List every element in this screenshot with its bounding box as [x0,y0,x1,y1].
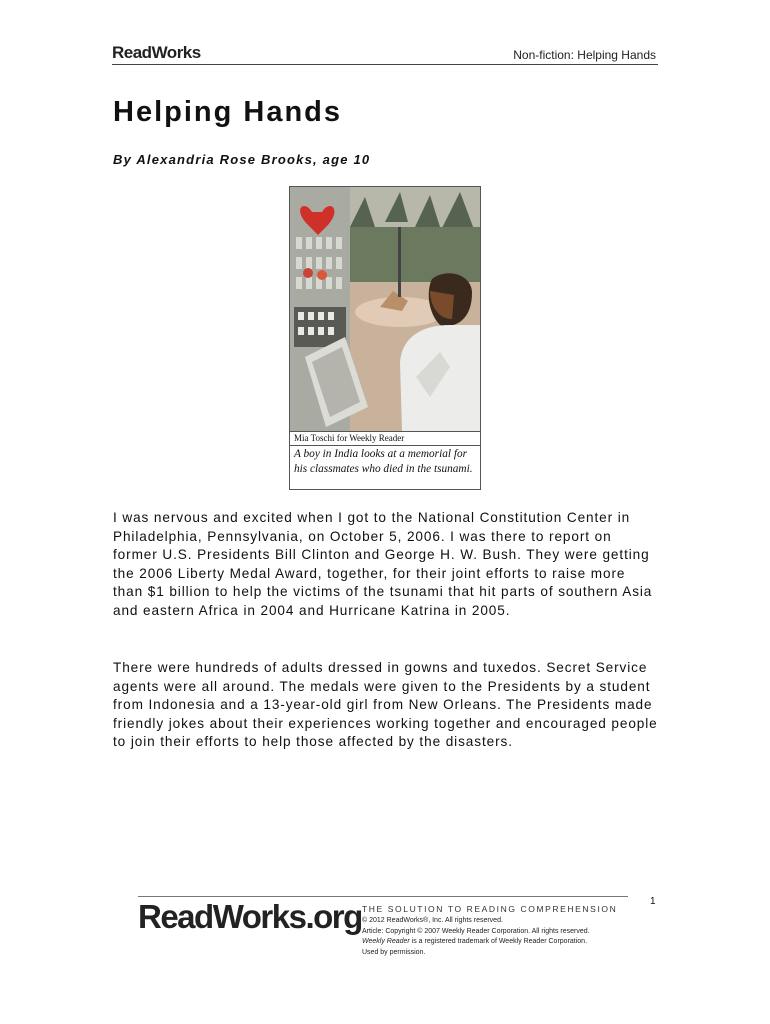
article-paragraph: There were hundreds of adults dressed in gowns and tuxedos. Secret Service agents were all around. The medals were given to the Presidents by a student from Indonesia and a 13-year-old girl from New Orleans. The Presidents made friendly jokes about their experiences working together and encouraged people to join their efforts to help those affected by the disasters. [113,660,658,750]
footer-tagline: THE SOLUTION TO READING COMPREHENSION [362,904,618,914]
copyright-line: © 2012 ReadWorks®, Inc. All rights reserved. [362,917,503,924]
article-figure [289,186,481,490]
article-title: Helping Hands [113,96,343,128]
page-number: 1 [650,896,656,907]
photo-caption: A boy in India looks at a memorial for his classmates who died in the tsunami. [294,448,473,475]
article-paragraph: I was nervous and excited when I got to the National Constitution Center in Philadelphia, Pennsylvania, on October 5, 2006. I was there to report on former U.S. Presidents Bill Clinton and George H. W. Bush. They were getting the 2006 Liberty Medal Award, together, for their joint efforts to raise more than $1 billion to help the victims of the tsunami that hit parts of southern Asia and eastern Africa in 2004 and Hurricane Katrina in 2005. [113,510,653,618]
section-label: Non-fiction: Helping Hands [513,48,656,62]
trademark-name: Weekly Reader [362,938,410,945]
trademark-text: is a registered trademark of Weekly Reader Corporation. [409,938,588,945]
footer-divider [138,896,628,897]
photo-credit: Mia Toschi for Weekly Reader [290,431,480,446]
article-copyright-line: Article: Copyright © 2007 Weekly Reader Corporation. All rights reserved. [362,927,590,935]
permission-line: Used by permission. [362,948,426,956]
memorial-photo [290,187,480,431]
readworks-footer-logo: ReadWorks.org [138,898,362,935]
footer-legal [362,916,590,958]
article-byline: By Alexandria Rose Brooks, age 10 [113,152,371,167]
readworks-header-logo: ReadWorks [112,43,201,62]
memorial-photo-illustration [290,187,480,431]
header-divider [112,64,658,65]
trademark-line [362,937,590,948]
